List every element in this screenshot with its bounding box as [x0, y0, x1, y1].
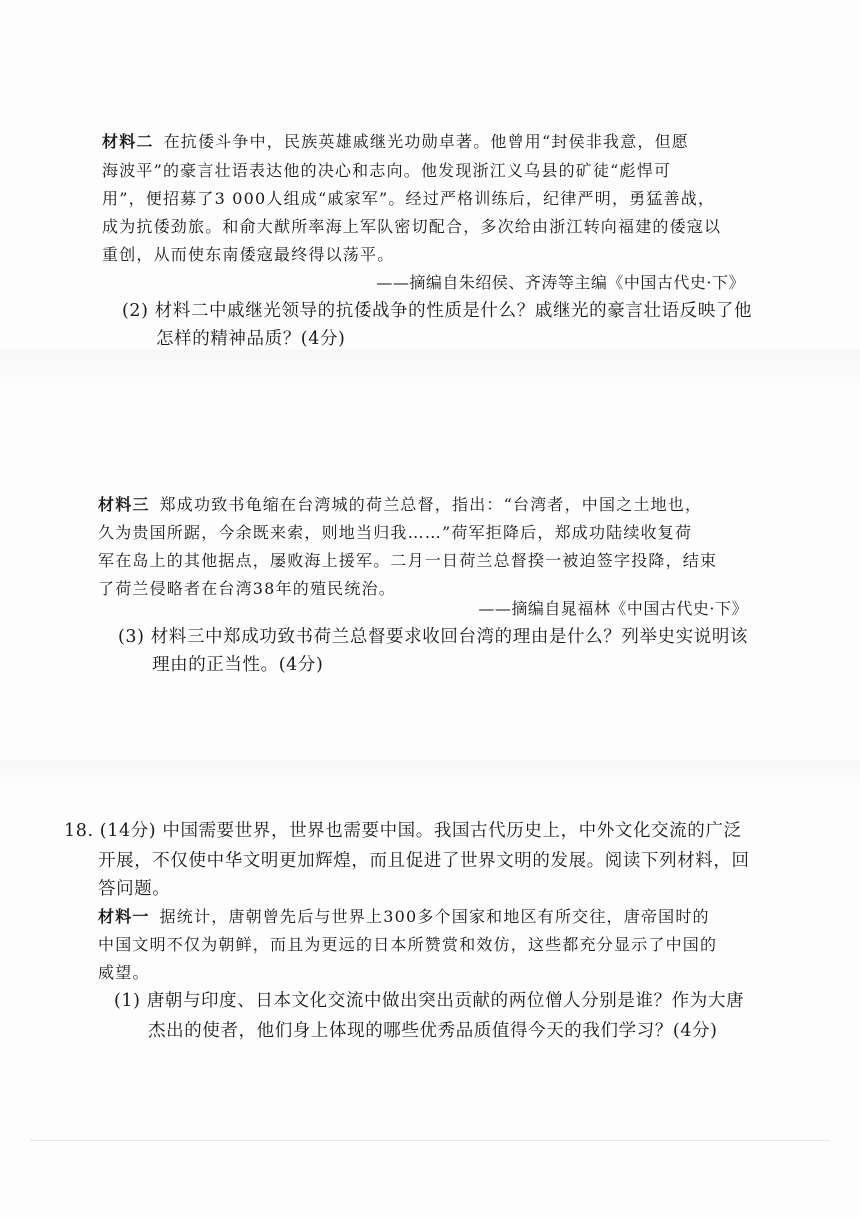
- question18-line-2: 开展，不仅使中华文明更加辉煌，而且促进了世界文明的发展。阅读下列材料，回: [98, 851, 750, 871]
- scan-shade: [0, 350, 860, 390]
- material1-line-2: 中国文明不仅为朝鲜，而且为更远的日本所赞赏和效仿，这些都充分显示了中国的: [98, 935, 718, 954]
- material2-line-2: 海波平”的豪言壮语表达他的决心和志向。他发现浙江义乌县的矿徒“彪悍可: [102, 161, 672, 180]
- material3-line-4: 了荷兰侵略者在台湾38年的殖民统治。: [98, 579, 396, 598]
- question18-line-3: 答问题。: [98, 879, 171, 899]
- material3-line-1: 材料三 郑成功致书龟缩在台湾城的荷兰总督，指出：“台湾者，中国之土地也，: [98, 495, 703, 514]
- question3-line-2: 理由的正当性。(4分): [152, 655, 324, 675]
- material3-line-2: 久为贵国所踞，今余既来索，则地当归我……”荷军拒降后，郑成功陆续收复荷: [98, 523, 693, 542]
- scan-shade: [0, 760, 860, 790]
- material3-line-3: 军在岛上的其他据点，屡败海上援军。二月一日荷兰总督揆一被迫签字投降，结束: [98, 551, 718, 570]
- material1-line-1: 材料一 据统计，唐朝曾先后与世界上300多个国家和地区有所交往，唐帝国时的: [98, 907, 710, 926]
- question18-line-1: 18. (14分) 中国需要世界，世界也需要中国。我国古代历史上，中外文化交流的广泛: [64, 821, 742, 841]
- material2-line-5: 重创，从而使东南倭寇最终得以荡平。: [102, 245, 395, 264]
- material2-line-1: 材料二 在抗倭斗争中，民族英雄戚继光功勋卓著。他曾用“封侯非我意，但愿: [102, 132, 689, 151]
- question1-line-1: (1) 唐朝与印度、日本文化交流中做出突出贡献的两位僧人分别是谁？作为大唐: [114, 991, 745, 1011]
- material2-source: ——摘编自朱绍侯、齐涛等主编《中国古代史·下》: [376, 273, 745, 292]
- question3-line-1: (3) 材料三中郑成功致书荷兰总督要求收回台湾的理由是什么？列举史实说明该: [118, 627, 749, 647]
- question2-line-2: 怎样的精神品质？(4分): [156, 329, 346, 349]
- question1-line-2: 杰出的使者，他们身上体现的哪些优秀品质值得今天的我们学习？(4分): [148, 1021, 718, 1041]
- material1-line-3: 威望。: [98, 963, 150, 982]
- footer-divider: [30, 1140, 830, 1141]
- material2-line-4: 成为抗倭劲旅。和俞大猷所率海上军队密切配合，多次给由浙江转向福建的倭寇以: [102, 217, 722, 236]
- material1-label: 材料一: [98, 907, 150, 926]
- material3-source: ——摘编自晁福林《中国古代史·下》: [478, 599, 748, 618]
- material3-label: 材料三: [98, 495, 150, 514]
- material2-line-3: 用”，便招募了3 000人组成“戚家军”。经过严格训练后，纪律严明，勇猛善战，: [102, 189, 716, 208]
- question2-line-1: (2) 材料二中戚继光领导的抗倭战争的性质是什么？戚继光的豪言壮语反映了他: [122, 301, 753, 321]
- material2-label: 材料二: [102, 132, 154, 151]
